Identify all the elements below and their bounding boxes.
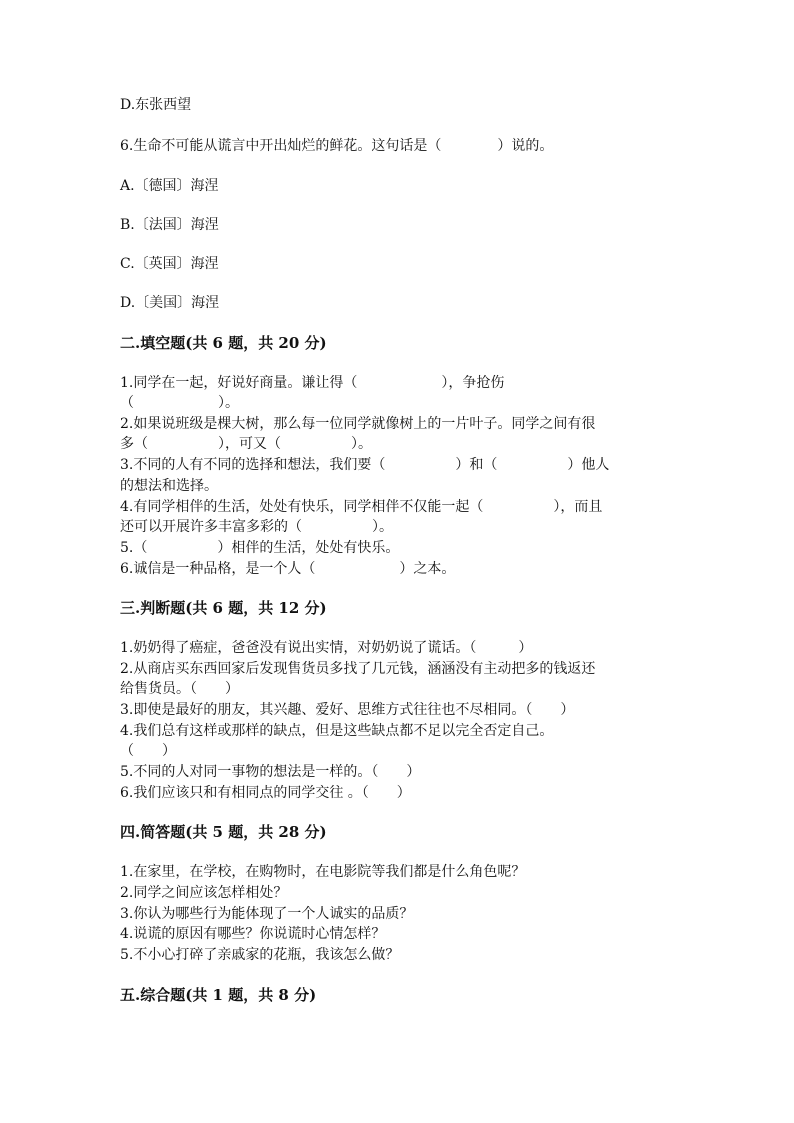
fill-in-line: 还可以开展许多丰富多彩的（ ）。 bbox=[120, 519, 393, 535]
section-heading-true-false: 三.判断题(共 6 题，共 12 分) bbox=[120, 599, 327, 617]
short-answer-line: 4.说谎的原因有哪些？你说谎时心情怎样？ bbox=[120, 926, 386, 942]
fill-in-line: 的想法和选择。 bbox=[120, 478, 218, 494]
fill-in-line: （ ）。 bbox=[120, 395, 239, 411]
short-answer-line: 2.同学之间应该怎样相处？ bbox=[120, 885, 288, 901]
fill-in-line: 6.诚信是一种品格，是一个人（ ）之本。 bbox=[120, 561, 456, 577]
option-d-previous-question: D.东张西望 bbox=[120, 97, 192, 113]
fill-in-line: 2.如果说班级是棵大树，那么每一位同学就像树上的一片叶子。同学之间有很 bbox=[120, 416, 596, 432]
true-false-line: 2.从商店买东西回家后发现售货员多找了几元钱，涵涵没有主动把多的钱返还 bbox=[120, 661, 596, 677]
fill-in-line: 多（ ），可又（ ）。 bbox=[120, 436, 372, 452]
true-false-line: 5.不同的人对同一事物的想法是一样的。（ ） bbox=[120, 764, 421, 780]
q6-option-b: B.〔法国〕海涅 bbox=[120, 217, 219, 233]
fill-in-line: 5.（ ）相伴的生活，处处有快乐。 bbox=[120, 540, 400, 556]
question-6: 6.生命不可能从谎言中开出灿烂的鲜花。这句话是（ ）说的。 bbox=[120, 138, 554, 154]
q6-option-a: A.〔德国〕海涅 bbox=[120, 178, 219, 194]
section-heading-comprehensive: 五.综合题(共 1 题，共 8 分) bbox=[120, 986, 317, 1004]
fill-in-line: 4.有同学相伴的生活，处处有快乐，同学相伴不仅能一起（ ），而且 bbox=[120, 499, 603, 515]
short-answer-line: 3.你认为哪些行为能体现了一个人诚实的品质？ bbox=[120, 906, 414, 922]
fill-in-line: 3.不同的人有不同的选择和想法，我们要（ ）和（ ）他人 bbox=[120, 457, 610, 473]
short-answer-line: 5.不小心打碎了亲戚家的花瓶，我该怎么做？ bbox=[120, 947, 400, 963]
true-false-line: 4.我们总有这样或那样的缺点，但是这些缺点都不足以完全否定自己。 bbox=[120, 723, 554, 739]
true-false-line: 6.我们应该只和有相同点的同学交往 。（ ） bbox=[120, 785, 411, 801]
section-heading-fill-in: 二.填空题(共 6 题，共 20 分) bbox=[120, 334, 327, 352]
section-heading-short-answer: 四.简答题(共 5 题，共 28 分) bbox=[120, 823, 327, 841]
true-false-line: 3.即使是最好的朋友，其兴趣、爱好、思维方式往往也不尽相同。（ ） bbox=[120, 702, 575, 718]
true-false-line: （ ） bbox=[120, 743, 176, 759]
true-false-line: 1.奶奶得了癌症，爸爸没有说出实情，对奶奶说了谎话。（ ） bbox=[120, 640, 533, 656]
true-false-line: 给售货员。（ ） bbox=[120, 681, 239, 697]
q6-option-d: D.〔美国〕海涅 bbox=[120, 295, 220, 311]
short-answer-line: 1.在家里，在学校，在购物时，在电影院等我们都是什么角色呢？ bbox=[120, 864, 526, 880]
fill-in-line: 1.同学在一起，好说好商量。谦让得（ ），争抢伤 bbox=[120, 375, 505, 391]
q6-option-c: C.〔英国〕海涅 bbox=[120, 256, 219, 272]
